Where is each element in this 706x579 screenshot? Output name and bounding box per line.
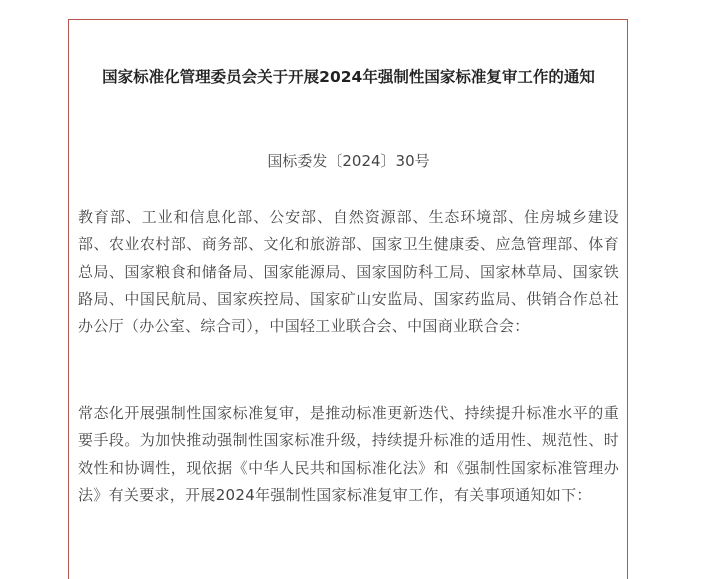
document-frame xyxy=(68,19,628,579)
intro-paragraph: 常态化开展强制性国家标准复审，是推动标准更新迭代、持续提升标准水平的重要手段。为加快推动强制性国家标准升级，持续提升标准的适用性、规范性、时效性和协调性，现依据《中华人民共和国标准化法》和《强制性国家标准管理办法》有关要求，开展2024年强制性国家标准复审工作，有关事项通知如下： xyxy=(78,404,619,504)
recipients-paragraph: 教育部、工业和信息化部、公安部、自然资源部、生态环境部、住房城乡建设部、农业农村部、商务部、文化和旅游部、国家卫生健康委、应急管理部、体育总局、国家粮食和储备局、国家能源局、国家国防科工局、国家林草局、国家铁路局、中国民航局、国家疾控局、国家矿山安监局、国家药监局、供销合作总社办公厅（办公室、综合司），中国轻工业联合会、中国商业联合会： xyxy=(78,208,619,336)
document-title: 国家标准化管理委员会关于开展2024年强制性国家标准复审工作的通知 xyxy=(102,68,595,86)
document-number: 国标委发〔2024〕30号 xyxy=(267,152,430,170)
